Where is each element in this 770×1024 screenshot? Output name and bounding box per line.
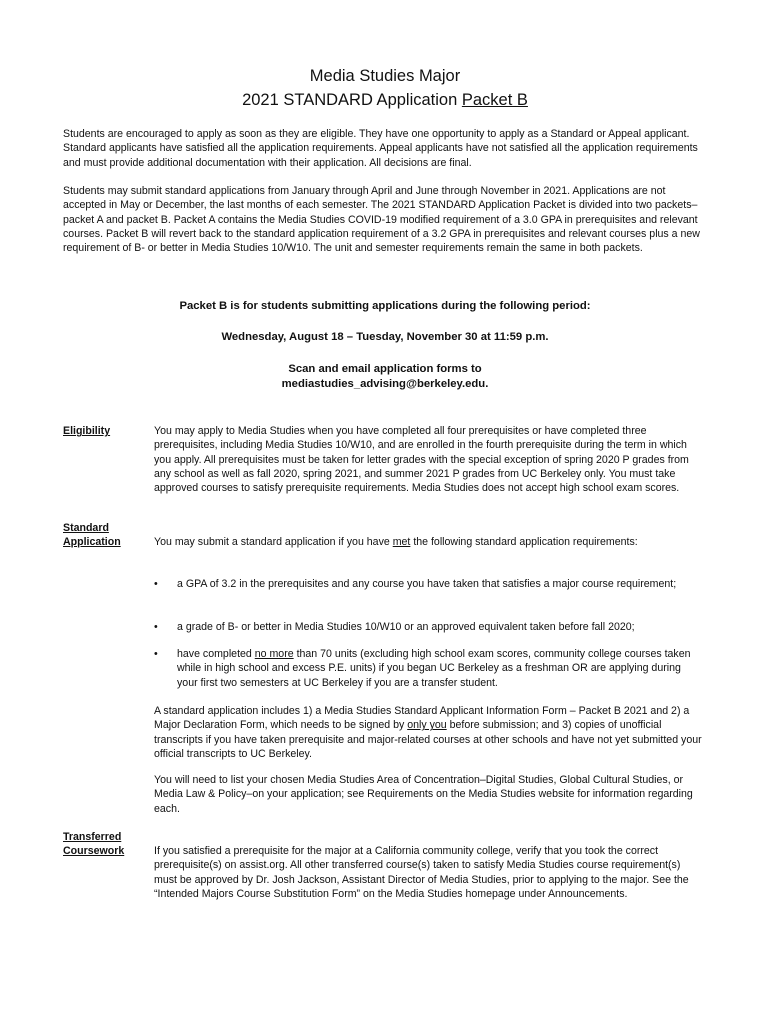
subtitle-packet: Packet B bbox=[461, 91, 528, 109]
transferred-coursework-label bbox=[63, 830, 124, 859]
intro-paragraph-2: Students may submit standard applications from January through April and June through November in 2021. Applications are not accepted in May or December, the last months of each semester. The 2021 STANDARD Application Packet is divided into two packets–packet A and packet B. Packet A contains the Media Studies COVID-19 modified requirement of a 3.0 GPA in prerequisites and relevant courses. Packet B will revert back to the standard application requirement of a 3.2 GPA in prerequisites and relevant courses plus a new requirement of B- or better in Media Studies 10/W10. The unit and semester requirements remain the same in both packets. bbox=[63, 185, 700, 255]
text-span-underlined: met bbox=[392, 536, 411, 548]
concentration-note: You will need to list your chosen Media Studies Area of Concentration–Digital Studies, Global Cultural Studies, or Media Law & Policy–on your application; see Requirements on the Media Studies website for information regarding each. bbox=[154, 774, 693, 815]
text-span-underlined: only you bbox=[407, 719, 447, 732]
bullet-icon: • bbox=[154, 621, 158, 633]
label-line: Application bbox=[63, 536, 121, 549]
text-span-underlined: no more bbox=[254, 648, 294, 660]
application-period-heading: Packet B is for students submitting applications during the following period: bbox=[179, 300, 591, 312]
subtitle-text: 2021 STANDARD Application bbox=[242, 91, 462, 109]
eligibility-text: You may apply to Media Studies when you have completed all four prerequisites or have completed three prerequisites, including Media Studies 10/W10, and are enrolled in the fourth prerequisite during the term in which you apply. All prerequisites must be taken for letter grades with the special exception of spring 2020 P grades from any school as well as fall 2020, spring 2021, and summer 2021 P grades from UC Berkeley only. You must take approved courses to satisfy prerequisite requirements. Media Studies does not accept high school exam scores. bbox=[154, 425, 689, 495]
submission-line: Scan and email application forms to bbox=[288, 363, 482, 375]
label-line: Standard bbox=[63, 522, 109, 534]
text-span: the following standard application requirements: bbox=[410, 536, 638, 548]
bullet-icon: • bbox=[154, 648, 158, 660]
document-title: Media Studies Major bbox=[309, 67, 461, 85]
text-span: You may submit a standard application if you have bbox=[154, 536, 393, 548]
text-span: A standard application includes 1) a Media Studies Standard Applicant Information Form – Packet B 2021 and 2) a Major Declaration Form, which needs to be signed by bbox=[154, 705, 690, 732]
transferred-coursework-text: If you satisfied a prerequisite for the major at a California community college, verify that you took the correct prerequisite(s) on assist.org. All other transferred course(s) taken to satisfy Media Studies course requirement(s) must be approved by Dr. Josh Jackson, Assistant Director of Media Studies, prior to applying to the major. See the “Intended Majors Course Substitution Form” on the Media Studies homepage under Announcements. bbox=[154, 845, 689, 900]
application-dates: Wednesday, August 18 – Tuesday, November 30 at 11:59 p.m. bbox=[221, 331, 549, 343]
submission-instructions bbox=[0, 362, 770, 393]
standard-intro bbox=[154, 535, 702, 549]
submission-email: mediastudies_advising@berkeley.edu. bbox=[281, 378, 489, 391]
text-span: than 70 units (excluding high school exam scores, community college courses taken while in high school and excess P.E. units) if you began UC Berkeley as a freshman OR are applying during your first two semesters at UC Berkeley if you are a transfer student. bbox=[177, 648, 691, 689]
label-line: Transferred bbox=[63, 831, 122, 843]
requirement-grade: a grade of B- or better in Media Studies 10/W10 or an approved equivalent taken before fall 2020; bbox=[177, 621, 635, 633]
bullet-icon: • bbox=[154, 578, 158, 590]
text-span: before submission; and 3) copies of unofficial transcripts if you have taken prerequisite and major-related courses at other schools and have not yet submitted your official transcripts to UC Berkeley. bbox=[154, 719, 702, 760]
requirement-units bbox=[177, 647, 702, 690]
document-subtitle bbox=[0, 91, 770, 110]
intro-paragraph-1: Students are encouraged to apply as soon as they are eligible. They have one opportunity to apply as a Standard or Appeal applicant. Standard applicants have satisfied all the application requirements. Appeal applicants have not satisfied all the application requirements and must provide additional documentation with their application. All decisions are final. bbox=[63, 128, 698, 169]
text-span: have completed bbox=[177, 648, 255, 660]
requirement-gpa: a GPA of 3.2 in the prerequisites and any course you have taken that satisfies a major course requirement; bbox=[177, 578, 677, 590]
application-contents bbox=[154, 704, 702, 761]
label-line: Coursework bbox=[63, 845, 125, 858]
eligibility-label: Eligibility bbox=[63, 425, 111, 437]
standard-application-label bbox=[63, 521, 121, 550]
